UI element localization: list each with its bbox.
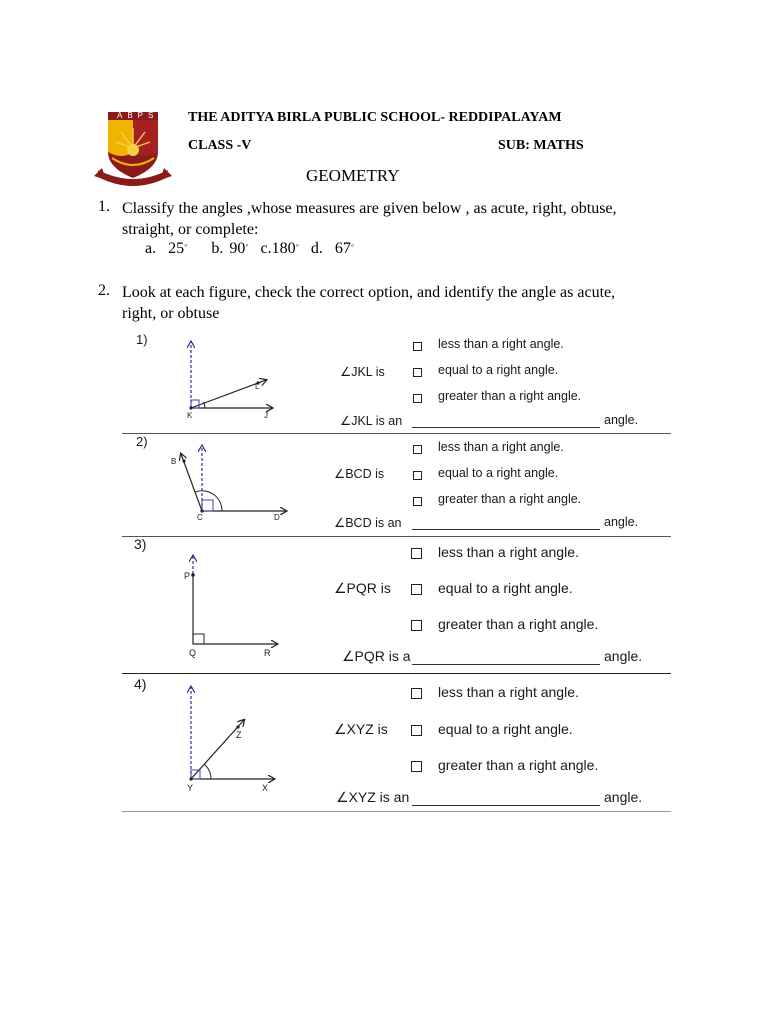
divider-3 bbox=[122, 673, 671, 674]
figure-4-option-3-label: greater than a right angle. bbox=[438, 757, 599, 773]
point-label-z: Z bbox=[236, 730, 242, 740]
figure-4-stem: ∠XYZ is bbox=[334, 721, 388, 737]
figure-2-option-3-label: greater than a right angle. bbox=[438, 492, 582, 506]
school-logo bbox=[92, 108, 174, 186]
figure-2-number: 2) bbox=[136, 434, 148, 449]
option-d-value: 67 bbox=[334, 240, 351, 257]
point-label-j: J bbox=[264, 411, 268, 420]
option-a-letter: a. bbox=[145, 240, 157, 257]
figure-1-answer-suffix: angle. bbox=[604, 413, 639, 427]
option-a-value: 25 bbox=[168, 240, 185, 257]
figure-3-option-3-label: greater than a right angle. bbox=[438, 616, 599, 632]
question-1-number: 1. bbox=[98, 198, 110, 215]
option-b-value: 90 bbox=[229, 240, 246, 257]
figure-2-answer-suffix: angle. bbox=[604, 515, 639, 529]
figure-3-option-2-checkbox[interactable] bbox=[411, 584, 422, 595]
figure-2-option-2-checkbox[interactable] bbox=[413, 471, 422, 480]
option-d-letter: d. bbox=[310, 240, 323, 257]
figure-4-option-2-checkbox[interactable] bbox=[411, 725, 422, 736]
figure-3-option-1-label: less than a right angle. bbox=[438, 544, 579, 560]
figure-1-option-1-label: less than a right angle. bbox=[438, 337, 564, 351]
question-1-text: Classify the angles ,whose measures are given below , as acute, right, obtuse, straight, or complete: bbox=[122, 200, 617, 238]
point-label-q: Q bbox=[189, 648, 197, 658]
option-b-degree: ◦ bbox=[245, 240, 249, 250]
option-b-letter: b. bbox=[211, 240, 224, 257]
subject-label: SUB: MATHS bbox=[498, 138, 584, 153]
question-2-number: 2. bbox=[98, 282, 110, 299]
school-name: THE ADITYA BIRLA PUBLIC SCHOOL- REDDIPALAYAM bbox=[188, 110, 562, 125]
question-2-text: Look at each figure, check the correct option, and identify the angle as acute, right, or obtuse bbox=[122, 284, 616, 322]
point-label-y: Y bbox=[187, 783, 194, 793]
logo-lettering: ABPS bbox=[117, 111, 159, 120]
figure-3-number: 3) bbox=[134, 536, 147, 552]
figure-3-stem: ∠PQR is bbox=[334, 580, 391, 596]
figure-1-option-2-checkbox[interactable] bbox=[413, 368, 422, 377]
angle-figures bbox=[0, 330, 768, 820]
option-c-value: 180 bbox=[271, 240, 296, 257]
point-label-l: L bbox=[255, 382, 260, 391]
figure-4-answer-blank[interactable] bbox=[412, 805, 600, 806]
figure-3-option-1-checkbox[interactable] bbox=[411, 548, 422, 559]
figure-4-angle-xyz bbox=[189, 687, 274, 781]
figure-2-option-1-checkbox[interactable] bbox=[413, 445, 422, 454]
figure-1-option-3-label: greater than a right angle. bbox=[438, 389, 582, 403]
divider-4 bbox=[122, 811, 671, 812]
figure-4-answer-prefix: ∠XYZ is an bbox=[336, 789, 410, 805]
option-a-degree: ◦ bbox=[184, 240, 188, 250]
point-label-r: R bbox=[264, 648, 271, 658]
point-label-c: C bbox=[197, 513, 203, 522]
point-label-x: X bbox=[262, 783, 269, 793]
figure-2-option-1-label: less than a right angle. bbox=[438, 440, 564, 454]
figure-3-answer-blank[interactable] bbox=[412, 664, 600, 665]
figure-4-number: 4) bbox=[134, 676, 147, 692]
figure-1-answer-blank[interactable] bbox=[412, 427, 600, 428]
figure-3-option-3-checkbox[interactable] bbox=[411, 620, 422, 631]
figure-2-answer-prefix: ∠BCD is an bbox=[334, 516, 402, 530]
figure-2-option-2-label: equal to a right angle. bbox=[438, 466, 559, 480]
point-label-p: P bbox=[184, 571, 191, 581]
figure-1-option-3-checkbox[interactable] bbox=[413, 394, 422, 403]
figure-1-stem: ∠JKL is bbox=[340, 365, 385, 379]
figure-1-option-2-label: equal to a right angle. bbox=[438, 363, 559, 377]
figure-1-answer-prefix: ∠JKL is an bbox=[340, 414, 403, 428]
figure-3-answer-suffix: angle. bbox=[604, 648, 643, 664]
figure-1-angle-jkl bbox=[189, 342, 272, 410]
figure-4-option-2-label: equal to a right angle. bbox=[438, 721, 573, 737]
option-d-degree: ◦ bbox=[350, 240, 355, 250]
figure-2-option-3-checkbox[interactable] bbox=[413, 497, 422, 506]
figure-4-option-3-checkbox[interactable] bbox=[411, 761, 422, 772]
divider-2 bbox=[122, 536, 671, 537]
figure-1-option-1-checkbox[interactable] bbox=[413, 342, 422, 351]
angle-exercise bbox=[0, 330, 768, 820]
figure-4-option-1-checkbox[interactable] bbox=[411, 688, 422, 699]
figure-3-answer-prefix: ∠PQR is a bbox=[342, 648, 411, 664]
figure-4-answer-suffix: angle. bbox=[604, 789, 643, 805]
figure-4-option-1-label: less than a right angle. bbox=[438, 684, 579, 700]
question-1-options bbox=[145, 240, 354, 258]
figure-3-angle-pqr bbox=[191, 556, 277, 644]
point-label-d: D bbox=[274, 513, 280, 522]
figure-1-number: 1) bbox=[136, 332, 148, 347]
figure-2-angle-bcd bbox=[181, 446, 286, 513]
point-label-b: B bbox=[171, 457, 177, 466]
page-title: GEOMETRY bbox=[306, 166, 400, 185]
divider-1 bbox=[122, 433, 671, 434]
point-label-k: K bbox=[187, 411, 193, 420]
figure-2-answer-blank[interactable] bbox=[412, 529, 600, 530]
figure-3-option-2-label: equal to a right angle. bbox=[438, 580, 573, 596]
option-c-letter: c. bbox=[260, 240, 272, 257]
figure-2-stem: ∠BCD is bbox=[334, 467, 385, 481]
class-label: CLASS -V bbox=[188, 138, 252, 153]
option-c-degree: ◦ bbox=[295, 240, 299, 250]
